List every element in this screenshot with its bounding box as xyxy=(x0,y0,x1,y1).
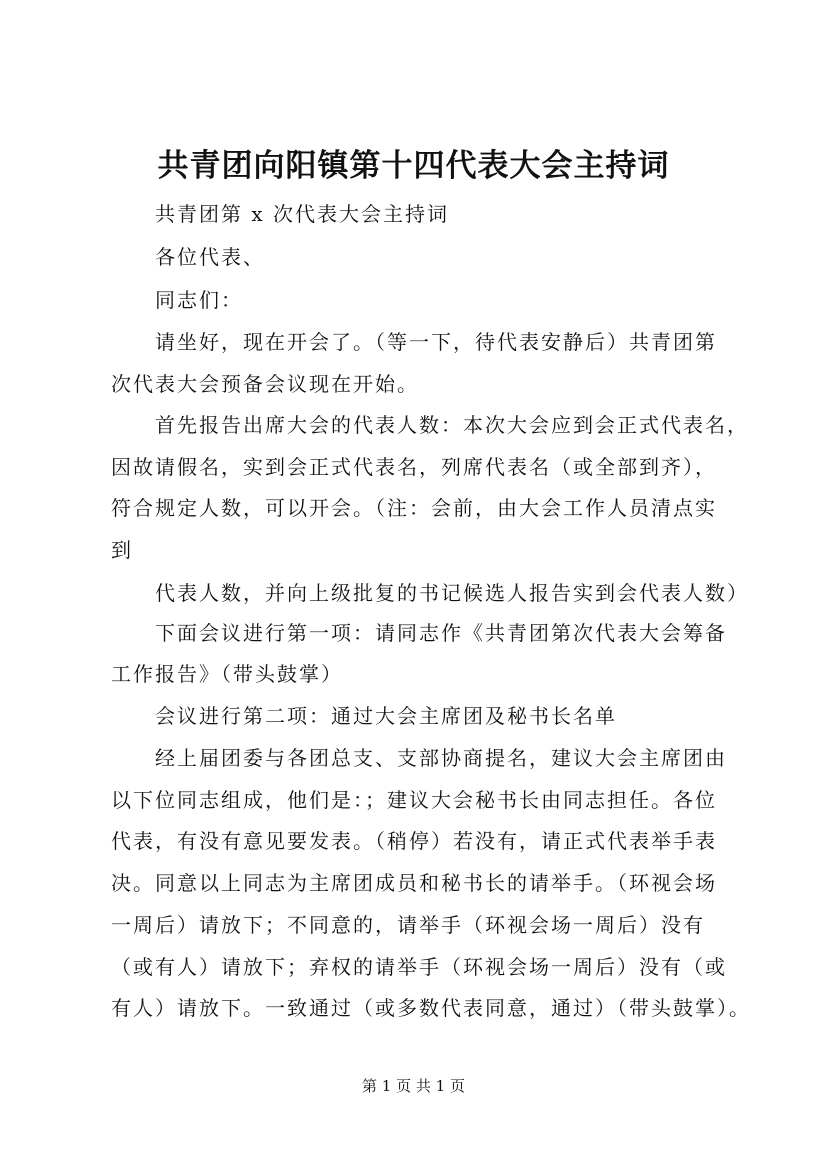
paragraph-line: 首先报告出席大会的代表人数：本次大会应到会正式代表名， xyxy=(155,413,749,437)
paragraph-line: （或有人）请放下；弃权的请举手（环视会场一周后）没有（或 xyxy=(111,955,727,979)
page-number-footer: 第 1 页 共 1 页 xyxy=(362,1077,465,1095)
paragraph-line: 代表，有没有意见要发表。（稍停）若没有，请正式代表举手表 xyxy=(111,829,717,853)
paragraph-line: 下面会议进行第一项：请同志作《共青团第次代表大会筹备 xyxy=(155,621,727,645)
paragraph-line: 一周后）请放下；不同意的，请举手（环视会场一周后）没有 xyxy=(111,913,705,937)
paragraph-line: 到 xyxy=(111,538,133,562)
paragraph-line: 请坐好，现在开会了。（等一下，待代表安静后）共青团第 xyxy=(155,330,717,354)
subtitle-line: 共青团第 x 次代表大会主持词 xyxy=(155,202,449,226)
paragraph-line: 代表人数，并向上级批复的书记候选人报告实到会代表人数） xyxy=(155,581,749,605)
paragraph-line: 会议进行第二项：通过大会主席团及秘书长名单 xyxy=(155,704,617,728)
paragraph-line: 符合规定人数，可以开会。（注：会前，由大会工作人员清点实 xyxy=(111,496,717,520)
document-title: 共青团向阳镇第十四代表大会主持词 xyxy=(157,148,670,184)
paragraph-line: 经上届团委与各团总支、支部协商提名，建议大会主席团由 xyxy=(155,746,727,770)
paragraph-line: 有人）请放下。一致通过（或多数代表同意，通过）（带头鼓掌）。 xyxy=(111,996,751,1020)
paragraph-line: 次代表大会预备会议现在开始。 xyxy=(111,372,419,396)
salutation-line: 各位代表、 xyxy=(155,245,265,269)
paragraph-line: 工作报告》（带头鼓掌） xyxy=(111,662,343,686)
paragraph-line: 决。同意以上同志为主席团成员和秘书长的请举手。（环视会场 xyxy=(111,871,717,895)
paragraph-line: 以下位同志组成，他们是：；建议大会秘书长由同志担任。各位 xyxy=(111,788,717,812)
paragraph-line: 因故请假名，实到会正式代表名，列席代表名（或全部到齐）， xyxy=(111,455,717,479)
salutation-line: 同志们： xyxy=(155,288,243,312)
